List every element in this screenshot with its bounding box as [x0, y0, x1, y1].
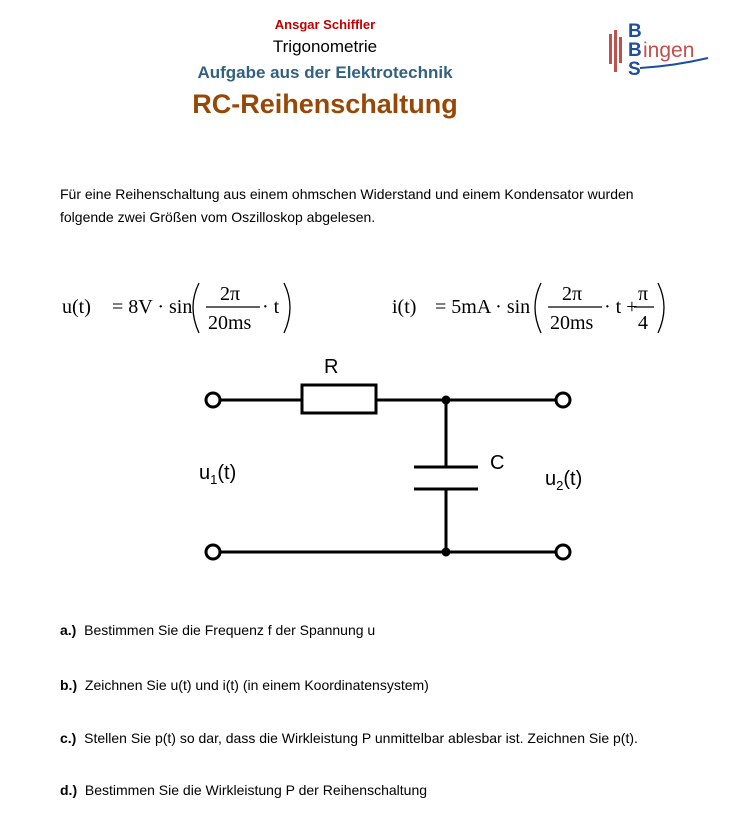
formula-u-den: 20ms [208, 312, 252, 334]
terminal-out-bottom [556, 545, 570, 559]
junction-top [442, 396, 451, 405]
task-c [60, 730, 638, 746]
task-d-text: Bestimmen Sie die Wirkleistung P der Reihenschaltung [84, 782, 428, 798]
task-b-label: b.) [60, 677, 78, 693]
intro-line-1: Für eine Reihenschaltung aus einem ohmschen Widerstand und einem Kondensator wurden [60, 186, 634, 202]
formula-i-num: 2π [562, 283, 583, 305]
junction-bottom [442, 548, 451, 557]
author-name: Ansgar Schiffler [274, 17, 376, 32]
formula-i-den: 20ms [550, 312, 594, 334]
intro-line-2: folgende zwei Größen vom Oszilloskop abgelesen. [60, 209, 376, 225]
subject-heading: Trigonometrie [272, 37, 378, 56]
formula-u-num: 2π [220, 283, 241, 305]
task-type-heading: Aufgabe aus der Elektrotechnik [197, 63, 453, 82]
rc-circuit-diagram [0, 345, 730, 575]
formula-i-lhs: i(t) [392, 296, 417, 318]
capacitor-label: C [490, 452, 505, 474]
page-title: RC-Reihenschaltung [192, 89, 458, 119]
formula-u-eq: = 8V · sin [112, 296, 193, 318]
formula-i-phase-num: π [638, 283, 649, 305]
task-a [60, 622, 375, 638]
input-voltage-label: $u_1(t)$ [199, 462, 237, 487]
logo-letter-b1: B [628, 21, 642, 42]
terminal-out-top [556, 393, 570, 407]
task-d-label: d.) [60, 782, 78, 798]
task-c-label: c.) [60, 730, 77, 746]
formula-i-phase-den: 4 [638, 312, 648, 334]
resistor-symbol [302, 385, 376, 413]
task-b [60, 677, 429, 693]
formula-u-lhs: u(t) [62, 296, 91, 318]
task-a-text: Bestimmen Sie die Frequenz f der Spannung u [84, 622, 376, 638]
terminal-in-top [206, 393, 220, 407]
logo-letter-s: S [628, 59, 641, 78]
task-b-text: Zeichnen Sie u(t) und i(t) (in einem Koordinatensystem) [84, 677, 429, 693]
formula-i-eq: = 5mA · sin [435, 296, 531, 318]
task-d [60, 782, 427, 798]
logo-letter-b2: B [628, 40, 642, 61]
intro-text [60, 183, 710, 229]
logo-word: ingen [643, 39, 695, 62]
bbs-bingen-logo [604, 20, 720, 78]
formula-i-tail: · t + [604, 296, 638, 318]
task-c-text: Stellen Sie p(t) so dar, dass die Wirkleistung P unmittelbar ablesbar ist. Zeichnen Sie p(t). [84, 730, 638, 746]
terminal-in-bottom [206, 545, 220, 559]
formula-u-tail: · t [262, 296, 280, 318]
resistor-label: R [324, 356, 339, 378]
formula-row [0, 275, 730, 345]
task-a-label: a.) [60, 622, 77, 638]
output-voltage-label: $u_2(t)$ [545, 468, 583, 493]
